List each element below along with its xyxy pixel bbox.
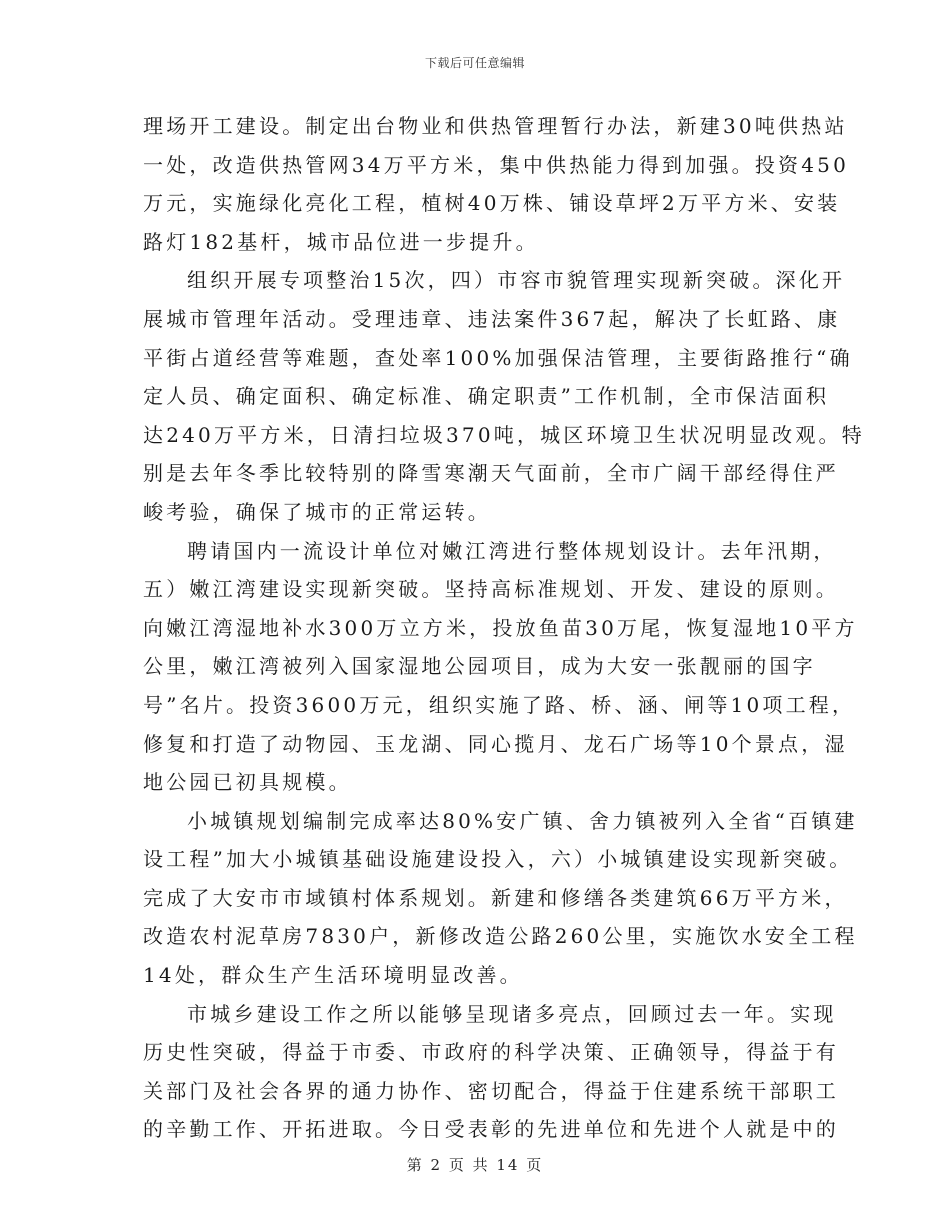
text-line: 平街占道经营等难题，查处率100%加强保洁管理，主要街路推行“确 — [143, 345, 853, 370]
text-line: 路灯182基杆，城市品位进一步提升。 — [143, 229, 539, 254]
text-line: 号”名片。投资3600万元，组织实施了路、桥、涵、闸等10项工程， — [143, 692, 856, 717]
text-line: 完成了大安市市域镇村体系规划。新建和修缮各类建筑66万平方米， — [143, 885, 848, 910]
text-line: 历史性突破，得益于市委、市政府的科学决策、正确领导，得益于有 — [143, 1040, 839, 1065]
text-line: 设工程”加大小城镇基础设施建设投入，六）小城镇建设实现新突破。 — [143, 847, 853, 872]
text-line: 一处，改造供热管网34万平方米，集中供热能力得到加强。投资450 — [143, 152, 850, 177]
document-body — [143, 108, 865, 1150]
text-line: 理场开工建设。制定出台物业和供热管理暂行办法，新建30吨供热站 — [143, 114, 848, 138]
page-header-note: 下载后可任意编辑 — [424, 56, 525, 70]
text-line: 聘请国内一流设计单位对嫩江湾进行整体规划设计。去年汛期， — [187, 538, 837, 563]
text-line: 组织开展专项整治15次，四）市容市貌管理实现新突破。深化开 — [187, 268, 846, 293]
text-line: 小城镇规划编制完成率达80%安广镇、舍力镇被列入全省“百镇建 — [187, 808, 858, 833]
page-number-footer: 第 2 页 共 14 页 — [406, 1156, 544, 1174]
text-line: 地公园已初具规模。 — [143, 770, 352, 795]
text-line: 关部门及社会各界的通力协作、密切配合，得益于住建系统干部职工 — [143, 1078, 839, 1103]
text-line: 别是去年冬季比较特别的降雪寒潮天气面前，全市广阔干部经得住严 — [143, 461, 839, 486]
text-line: 改造农村泥草房7830户，新修改造公路260公里，实施饮水安全工程 — [143, 924, 858, 949]
text-line: 定人员、确定面积、确定标准、确定职责”工作机制，全市保洁面积 — [143, 384, 830, 409]
text-line: 14处，群众生产生活环境明显改善。 — [143, 963, 523, 988]
text-line: 公里，嫩江湾被列入国家湿地公园项目，成为大安一张靓丽的国字 — [143, 654, 816, 679]
text-line: 展城市管理年活动。受理违章、违法案件367起，解决了长虹路、康 — [143, 306, 841, 331]
text-line: 万元，实施绿化亮化工程，植树40万株、铺设草坪2万平方米、安装 — [143, 191, 841, 216]
text-line: 市城乡建设工作之所以能够呈现诸多亮点，回顾过去一年。实现 — [187, 1001, 837, 1026]
text-line: 五）嫩江湾建设实现新突破。坚持高标准规划、开发、建设的原则。 — [143, 577, 839, 602]
text-line: 的辛勤工作、开拓进取。今日受表彰的先进单位和先进个人就是中的 — [143, 1117, 839, 1142]
text-line: 峻考验，确保了城市的正常运转。 — [143, 499, 491, 524]
text-line: 向嫩江湾湿地补水300万立方米，投放鱼苗30万尾，恢复湿地10平方 — [143, 615, 858, 640]
text-line: 达240万平方米，日清扫垃圾370吨，城区环境卫生状况明显改观。特 — [143, 422, 865, 447]
text-line: 修复和打造了动物园、玉龙湖、同心揽月、龙石广场等10个景点，湿 — [143, 731, 848, 756]
